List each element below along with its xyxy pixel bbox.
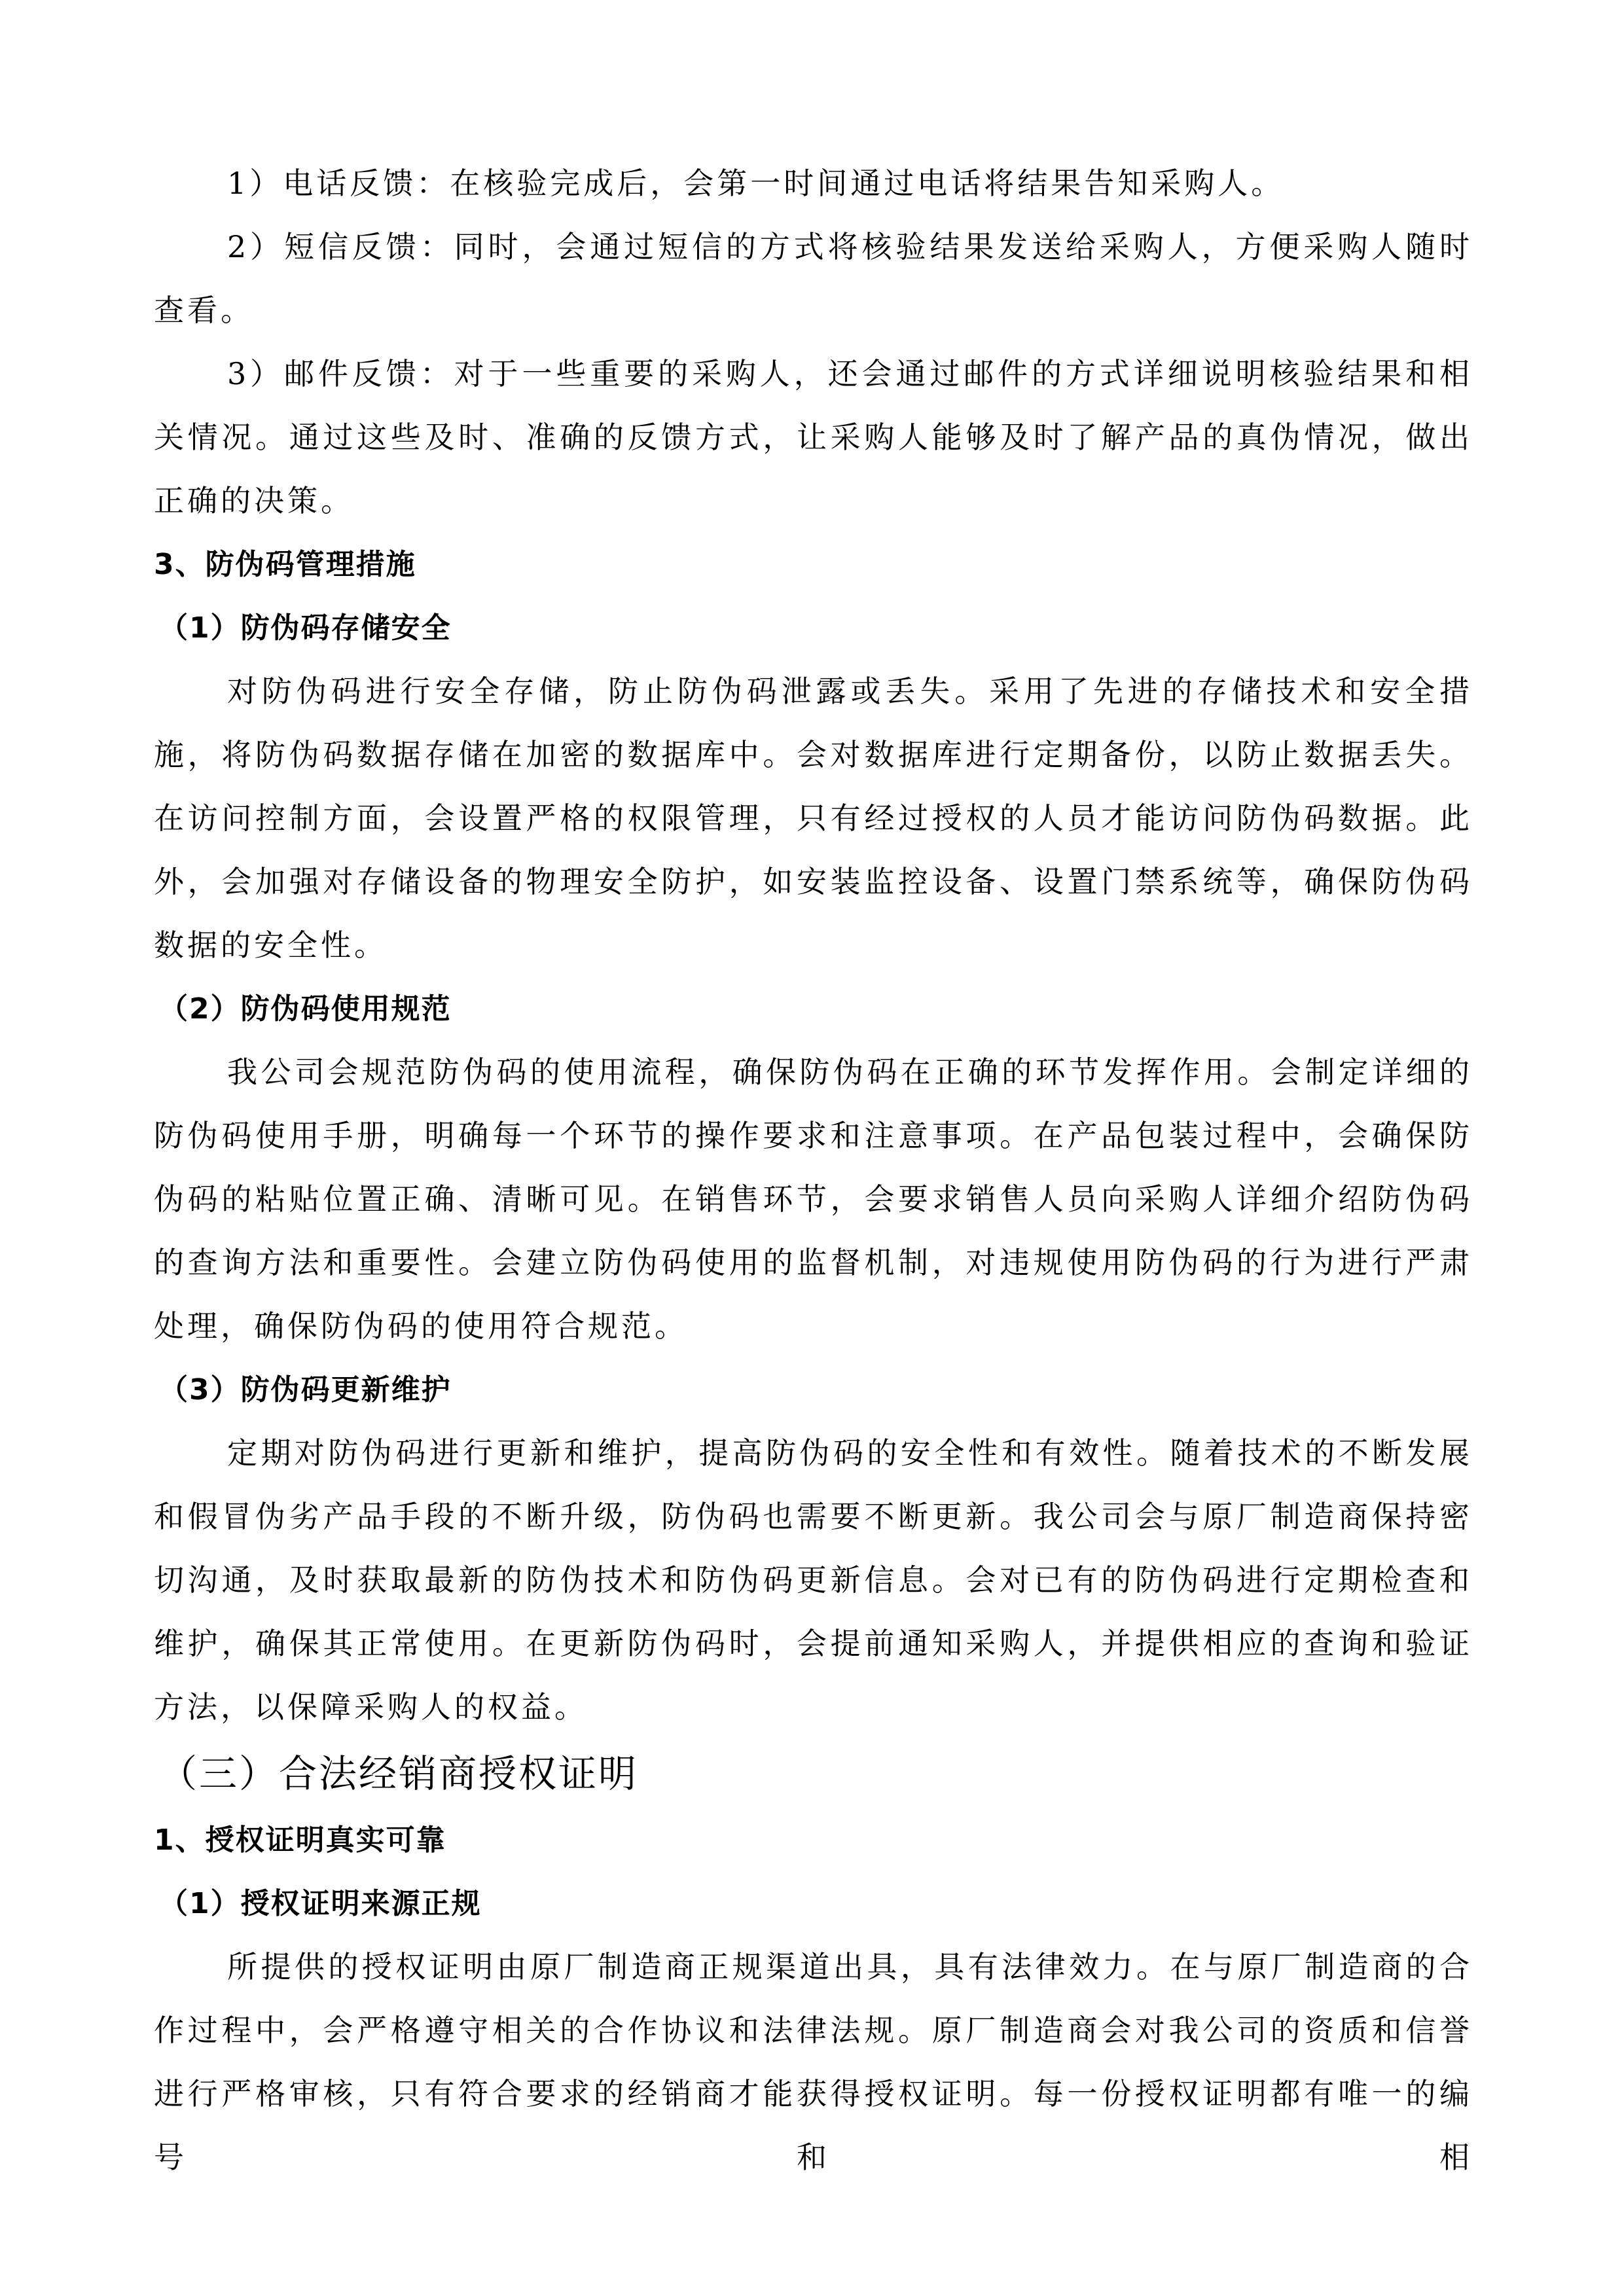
paragraph-authorization-source: 所提供的授权证明由原厂制造商正规渠道出具，具有法律效力。在与原厂制造商的合作过程中，会严格遵守相关的合作协议和法律法规。原厂制造商会对我公司的资质和信誉进行严格审核，只有符合要求的经销商才能获得授权证明。每一份授权证明都有唯一的编号和相 [154, 1949, 1473, 2175]
subheading-usage-norms: （2）防伪码使用规范 [159, 992, 452, 1026]
paragraph-update-maintenance: 定期对防伪码进行更新和维护，提高防伪码的安全性和有效性。随着技术的不断发展和假冒伪劣产品手段的不断升级，防伪码也需要不断更新。我公司会与原厂制造商保持密切沟通，及时获取最新的防伪技术和防伪码更新信息。会对已有的防伪码进行定期检查和维护，确保其正常使用。在更新防伪码时，会提前通知采购人，并提供相应的查询和验证方法，以保障采购人的权益。 [154, 1435, 1473, 1725]
document-page [154, 152, 1473, 2189]
feedback-sms-paragraph: 2）短信反馈：同时，会通过短信的方式将核验结果发送给采购人，方便采购人随时查看。 [154, 229, 1473, 328]
paragraph-usage-norms: 我公司会规范防伪码的使用流程，确保防伪码在正确的环节发挥作用。会制定详细的防伪码使用手册，明确每一个环节的操作要求和注意事项。在产品包装过程中，会确保防伪码的粘贴位置正确、清晰可见。在销售环节，会要求销售人员向采购人详细介绍防伪码的查询方法和重要性。会建立防伪码使用的监督机制，对违规使用防伪码的行为进行严肃处理，确保防伪码的使用符合规范。 [154, 1054, 1473, 1344]
heading-authorization-authentic: 1、授权证明真实可靠 [154, 1823, 446, 1857]
subheading-update-maintenance: （3）防伪码更新维护 [159, 1373, 452, 1407]
heading-anti-counterfeit-management: 3、防伪码管理措施 [154, 548, 416, 581]
feedback-email-paragraph: 3）邮件反馈：对于一些重要的采购人，还会通过邮件的方式详细说明核验结果和相关情况。通过这些及时、准确的反馈方式，让采购人能够及时了解产品的真伪情况，做出正确的决策。 [154, 356, 1473, 518]
section-title-dealer-authorization: （三）合法经销商授权证明 [159, 1751, 639, 1796]
feedback-phone-paragraph: 1）电话反馈：在核验完成后，会第一时间通过电话将结果告知采购人。 [227, 166, 1285, 201]
subheading-storage-security: （1）防伪码存储安全 [159, 611, 452, 645]
paragraph-storage-security: 对防伪码进行安全存储，防止防伪码泄露或丢失。采用了先进的存储技术和安全措施，将防伪码数据存储在加密的数据库中。会对数据库进行定期备份，以防止数据丢失。在访问控制方面，会设置严格的权限管理，只有经过授权的人员才能访问防伪码数据。此外，会加强对存储设备的物理安全防护，如安装监控设备、设置门禁系统等，确保防伪码数据的安全性。 [154, 673, 1473, 963]
subheading-authorization-source: （1）授权证明来源正规 [159, 1887, 482, 1920]
